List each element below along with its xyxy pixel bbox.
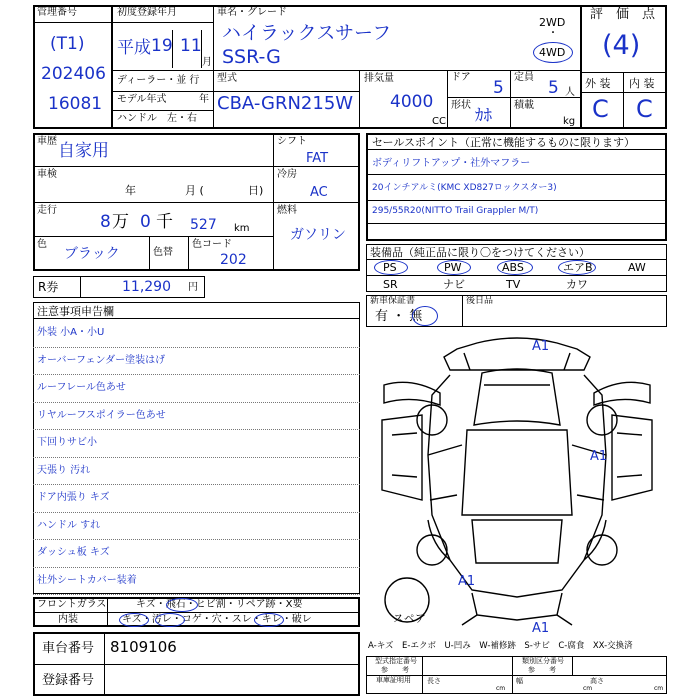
equip-navi: ナビ — [443, 278, 465, 291]
sales-point-1: ボディリフトアップ・社外マフラー — [372, 158, 531, 169]
note-item: オーバーフェンダー塗装はげ — [37, 354, 166, 366]
notes-row-line — [33, 539, 360, 540]
mgmt-num1: 202406 — [41, 64, 106, 84]
notes-row-line — [33, 457, 360, 458]
warranty-valid-label: 後日品 — [466, 296, 494, 306]
color-change-label: 色替 — [153, 247, 173, 258]
interior-cond-label: 内装 — [58, 614, 78, 625]
notes-row-line — [33, 429, 360, 430]
note-item: ルーフレール色あせ — [37, 382, 126, 393]
note-item: 社外シートカバー装着 — [37, 574, 137, 586]
equip-aw: AW — [628, 261, 646, 274]
sales-title: セールスポイント（正常に機能するものに限ります） — [372, 136, 636, 149]
type-value: CBA-GRN215W — [217, 93, 354, 114]
equip-pw-circle — [437, 260, 471, 275]
notes-row-line — [33, 594, 360, 595]
exterior-label: 外 装 — [585, 77, 611, 90]
note-item: リヤルーフスポイラー色あせ — [37, 409, 166, 421]
note-item: 天張り 汚れ — [37, 464, 91, 476]
warranty-label: 新車保証書 — [370, 296, 416, 306]
door-label: ドア — [451, 72, 471, 83]
interior-scratch-circle — [119, 613, 149, 627]
equip-abs-circle — [497, 260, 533, 275]
inspection-month: 月 ( — [185, 184, 204, 197]
mgmt-code: (T1) — [50, 34, 85, 54]
diagram-mark-front: A1 — [532, 339, 550, 354]
interior-cond-value: キズ・汚レ・コゲ・穴・スレ・キレ・破レ — [122, 614, 312, 625]
handle-label: ハンドル 左・右 — [117, 113, 197, 124]
first-reg-month: 11 — [180, 36, 202, 56]
ref2-label: 参 考 — [528, 666, 556, 674]
equip-abs: ABS — [502, 261, 524, 274]
length-label: 長さ — [427, 677, 441, 685]
mileage-sen: 0 — [140, 212, 151, 232]
equip-airbag-circle — [558, 260, 596, 275]
first-reg-label: 初度登録年月 — [117, 7, 177, 18]
capacity-label: 定員 — [514, 72, 534, 83]
inspection-label: 車検 — [37, 169, 57, 180]
front-glass-circle — [166, 598, 198, 612]
interior-value: C — [636, 95, 653, 123]
month-unit: 月 — [202, 57, 212, 68]
car-name: ハイラックスサーフ — [222, 22, 392, 44]
inspection-year: 年 — [125, 184, 136, 197]
height-label: 高さ — [590, 677, 604, 685]
first-reg-year: 19 — [151, 36, 173, 56]
model-year-unit: 年 — [199, 94, 209, 105]
interior-label: 内 装 — [629, 77, 655, 90]
notes-row-line — [33, 402, 360, 403]
width-cm: cm — [583, 685, 593, 692]
spare-label: スペア — [393, 612, 426, 625]
equip-airbag: エアB — [563, 261, 593, 274]
dealer-label: ディーラー・並 行 — [117, 75, 200, 86]
car-body-diagram — [362, 325, 672, 635]
notes-row-line — [33, 347, 360, 348]
diagram-mark-left: A1 — [458, 574, 476, 589]
ac-label: 冷房 — [277, 169, 297, 180]
mgmt-label: 管理番号 — [37, 7, 77, 18]
displacement-value: 4000 — [390, 92, 434, 112]
chassis-value: 8109106 — [110, 638, 177, 656]
equip-pw: PW — [444, 261, 462, 274]
notes-title: 注意事項申告欄 — [37, 305, 114, 318]
cc-unit: CC — [432, 116, 446, 127]
capacity-value: 5 — [548, 78, 559, 98]
notes-row-line — [33, 374, 360, 375]
type-cert-label: 型式指定番号 — [375, 657, 417, 665]
notes-row-line — [33, 567, 360, 568]
era: 平成 — [117, 38, 151, 58]
ref1-label: 参 考 — [381, 666, 409, 674]
fuel-value: ガソリン — [290, 227, 346, 243]
mileage-label: 走行 — [37, 205, 57, 216]
drive-4wd-circle — [533, 42, 573, 63]
equip-sr: SR — [383, 278, 398, 291]
exterior-value: C — [592, 95, 609, 123]
color-code-value: 202 — [220, 252, 247, 268]
interior-rub-circle — [254, 613, 284, 627]
equip-leather: カワ — [566, 278, 588, 291]
score-label: 評 価 点 — [590, 7, 656, 22]
note-item: ドア内張り キズ — [37, 492, 110, 503]
score-value: (4) — [602, 30, 641, 61]
height-cm: cm — [654, 685, 664, 692]
equip-ps-circle — [374, 260, 408, 275]
equip-ps: PS — [383, 261, 397, 274]
mileage-man: 8 — [100, 212, 111, 232]
chassis-label: 車台番号 — [42, 641, 95, 656]
capacity-unit: 人 — [565, 87, 575, 98]
door-value: 5 — [493, 78, 504, 98]
color-label: 色 — [37, 239, 47, 250]
grade: SSR-G — [222, 46, 281, 68]
note-item: 外装 小A・小U — [37, 327, 105, 338]
warranty-value: 有 ・ 無 — [375, 309, 423, 324]
model-year-label: モデル年式 — [117, 94, 167, 105]
cat-num-label: 類別区分番号 — [522, 657, 564, 665]
name-label: 車名・グレード — [217, 7, 287, 18]
recycle-frame — [33, 276, 205, 298]
notes-row-line — [33, 484, 360, 485]
man-unit: 万 — [112, 212, 129, 232]
load-label: 積載 — [514, 100, 534, 111]
color-code-label: 色コード — [192, 239, 232, 250]
recycle-value: 11,290 — [122, 279, 171, 295]
fuel-label: 燃料 — [277, 205, 297, 216]
diagram-mark-rear: A1 — [532, 621, 550, 636]
front-glass-value: キズ・飛石・ヒビ割・リペア跡・X要 — [136, 599, 303, 610]
shape-value: ｶﾎ — [475, 106, 492, 126]
kg-unit: kg — [563, 116, 576, 127]
note-item: ダッシュ板 キズ — [37, 547, 110, 558]
usage-value: 自家用 — [58, 141, 109, 161]
mileage-rest: 527 — [190, 217, 217, 233]
warranty-circle — [412, 306, 438, 326]
note-item: ハンドル すれ — [37, 519, 101, 531]
mgmt-num2: 16081 — [48, 94, 103, 114]
equip-tv: TV — [506, 278, 521, 291]
usage-label: 車歴 — [37, 136, 57, 147]
note-item: 下回りサビ小 — [37, 437, 97, 448]
sen-unit: 千 — [156, 212, 173, 232]
inspection-day: 日) — [248, 184, 264, 197]
displacement-label: 排気量 — [364, 73, 394, 84]
length-cm: cm — [496, 685, 506, 692]
drive-dot: ・ — [548, 28, 558, 39]
sales-point-3: 295/55R20(NITTO Trail Grappler M/T) — [372, 206, 539, 216]
shift-value: FAT — [306, 151, 329, 166]
diagram-mark-right: A1 — [590, 449, 608, 464]
interior-dirt-circle — [155, 613, 185, 627]
ac-value: AC — [310, 185, 328, 200]
type-label: 型式 — [217, 73, 237, 84]
yen-unit: 円 — [188, 282, 198, 293]
notes-row-line — [33, 512, 360, 513]
drive-2wd: 2WD — [539, 16, 566, 29]
shape-label: 形状 — [451, 100, 471, 111]
equipment-title: 装備品（純正品に限り〇をつけてください） — [370, 246, 590, 259]
drive-4wd: 4WD — [539, 46, 566, 59]
sales-point-2: 20インチアルミ(KMC XD827ロックスター3) — [372, 183, 557, 193]
km-unit: km — [234, 223, 250, 234]
recycle-label: R券 — [38, 280, 59, 294]
reg-label: 登録番号 — [42, 673, 95, 688]
front-glass-label: フロントガラス — [37, 599, 107, 610]
reg-cert-label: 車庫証明用 — [376, 676, 411, 684]
color-value: ブラック — [64, 246, 120, 262]
shift-label: シフト — [277, 136, 307, 147]
width-label: 幅 — [516, 677, 523, 685]
legend-text: A-キズ E-エクボ U-凹み W-補修跡 S-サビ C-腐食 XX-交換済 — [368, 641, 633, 651]
